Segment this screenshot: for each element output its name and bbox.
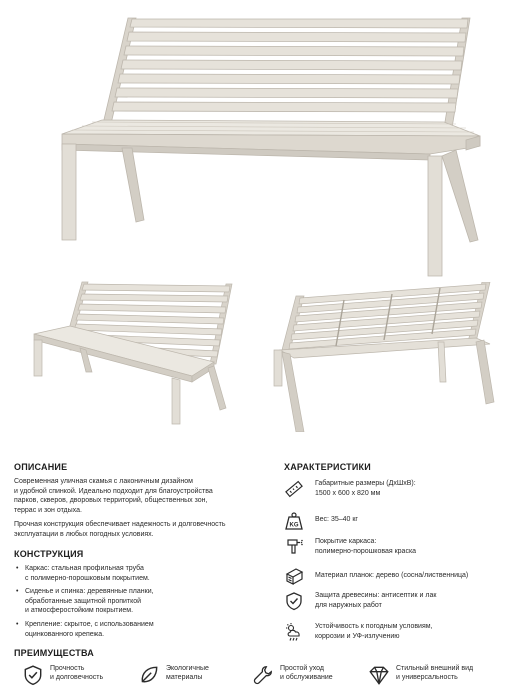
bench-angled-view-image: [20, 280, 250, 430]
construction-item-seat: [14, 587, 265, 616]
spec-text-line: Устойчивость к погодным условиям,: [315, 623, 433, 630]
text-line: • Сиденье и спинка: деревянные планки,: [25, 588, 154, 595]
spec-frame-coating: [284, 537, 514, 563]
wood-plank-icon: [284, 566, 304, 586]
spec-text-line: коррозии и УФ-излучению: [315, 632, 400, 640]
advantage-text-line: Стильный внешний вид: [396, 665, 474, 672]
advantage-stylish-design: [368, 662, 518, 692]
advantage-text-line: и долговечность: [50, 674, 104, 682]
construction-item-frame: [14, 564, 265, 583]
text-line: Современная уличная скамья с лаконичным дизайном: [14, 478, 193, 485]
weather-sun-rain-icon: [284, 622, 304, 642]
text-line: и удобной спинкой. Идеально подходит для благоустройства: [14, 487, 213, 495]
diamond-icon: [368, 664, 390, 686]
advantage-text-line: и универсальность: [396, 674, 458, 682]
spec-plank-material: [284, 566, 514, 592]
advantage-text-line: Экологичные: [166, 665, 209, 672]
construction-heading: КОНСТРУКЦИЯ: [14, 549, 84, 559]
text-line: парков, скверов, дворовых территорий, общественных зон,: [14, 497, 208, 505]
text-line: Прочная конструкция обеспечивает надежность и долговечность: [14, 521, 226, 528]
advantage-text-line: и обслуживание: [280, 674, 333, 682]
weight-kg-icon: [284, 511, 304, 531]
wrench-icon: [252, 664, 274, 686]
spec-weather-resistance: [284, 622, 514, 648]
advantage-text-line: Простой уход: [280, 665, 324, 672]
ruler-icon: [284, 479, 304, 499]
spec-text-line: Покрытие каркаса:: [315, 538, 377, 545]
spec-text-line: Материал планок: дерево (сосна/лиственница): [315, 572, 469, 579]
spec-text-line: полимерно-порошковая краска: [315, 547, 417, 555]
description-paragraph-2: [14, 520, 274, 539]
spec-text-line: 1500 х 600 х 820 мм: [315, 489, 381, 497]
spec-text-line: Габаритные размеры (ДхШхВ):: [315, 480, 416, 487]
text-line: • Крепление: скрытое, с использованием: [25, 621, 154, 628]
spec-wood-protection: [284, 591, 514, 617]
description-heading: ОПИСАНИЕ: [14, 462, 68, 472]
text-line: оцинкованного крепежа.: [25, 630, 105, 638]
spec-text-line: для наружных работ: [315, 601, 382, 609]
description-paragraph-1: [14, 477, 274, 515]
spec-weight: [284, 511, 514, 537]
shield-check-icon: [284, 591, 304, 611]
spec-dimensions: [284, 479, 514, 505]
spec-text-line: Вес: 35–40 кг: [315, 516, 358, 523]
advantage-durability: [22, 662, 132, 692]
text-line: эксплуатации в любых погодных условиях.: [14, 530, 154, 538]
spec-text-line: Защита древесины: антисептик и лак: [315, 592, 437, 599]
advantage-text-line: материалы: [166, 674, 203, 682]
kg-badge: KG: [289, 522, 299, 529]
bench-back-view-image: [270, 282, 495, 432]
construction-item-fastening: [14, 620, 265, 639]
spray-gun-icon: [284, 537, 304, 557]
advantage-eco-materials: [138, 662, 248, 692]
advantage-text-line: Прочность: [50, 665, 85, 672]
text-line: • Каркас: стальная профильная труба: [25, 565, 144, 572]
shield-check-icon: [22, 664, 44, 686]
text-line: и атмосферостойким покрытием.: [25, 607, 134, 615]
text-line: обработанные защитной пропиткой: [25, 597, 142, 605]
advantage-easy-care: [252, 662, 362, 692]
text-line: с полимерно-порошковым покрытием.: [25, 574, 150, 582]
advantages-heading: ПРЕИМУЩЕСТВА: [14, 648, 94, 658]
characteristics-heading: ХАРАКТЕРИСТИКИ: [284, 462, 371, 472]
leaf-icon: [138, 664, 160, 686]
text-line: террас и зон отдыха.: [14, 506, 82, 514]
bench-front-view-image: [40, 10, 490, 280]
